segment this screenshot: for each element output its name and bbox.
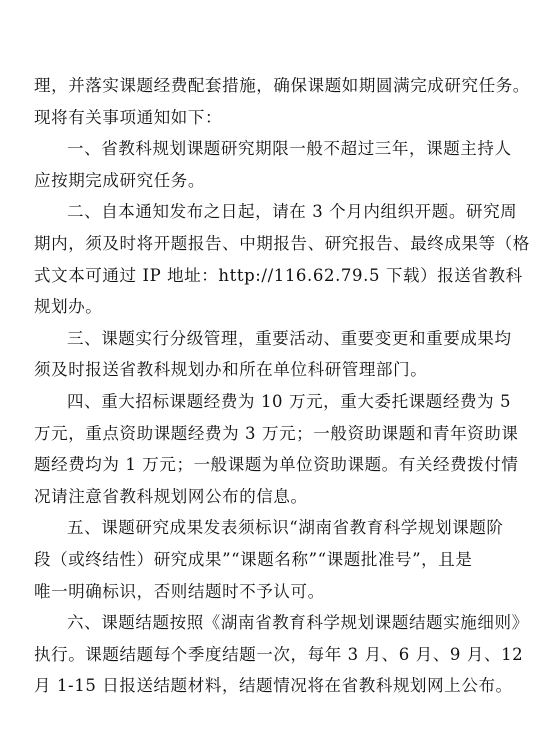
paragraph-item-2	[34, 196, 530, 322]
text-line: 四、重大招标课题经费为 10 万元，重大委托课题经费为 5	[67, 391, 512, 411]
text-line: 须及时报送省教科规划办和所在单位科研管理部门。	[34, 360, 428, 380]
paragraph-item-5	[34, 512, 510, 607]
text-line: 段（或终结性）研究成果”“课题名称”“课题批准号”，且是	[34, 549, 473, 569]
text-line: 题经费均为 1 万元；一般课题为单位资助课题。有关经费拨付情	[34, 455, 519, 475]
text-line: 万元，重点资助课题经费为 3 万元；一般资助课题和青年资助课	[34, 423, 519, 443]
text-line: 六、课题结题按照《湖南省教育科学规划课题结题实施细则》	[67, 613, 529, 633]
paragraph-intro	[34, 70, 530, 133]
paragraph-item-1	[34, 133, 510, 196]
text-line: 三、课题实行分级管理，重要活动、重要变更和重要成果均	[67, 328, 512, 348]
text-line: 执行。课题结题每个季度结题一次，每年 3 月、6 月、9 月、12	[34, 644, 524, 664]
text-line: 一、省教科规划课题研究期限一般不超过三年，课题主持人	[67, 139, 512, 159]
paragraph-item-4	[34, 386, 519, 512]
text-line: 现将有关事项通知如下：	[34, 107, 223, 127]
paragraph-item-6	[34, 607, 529, 702]
text-line: 规划办。	[34, 297, 103, 317]
text-line: 况请注意省教科规划网公布的信息。	[34, 486, 308, 506]
text-line: 期内，须及时将开题报告、中期报告、研究报告、最终成果等（格	[34, 233, 530, 253]
text-line: 理，并落实课题经费配套措施，确保课题如期圆满完成研究任务。	[34, 76, 530, 95]
text-line: 五、课题研究成果发表须标识“湖南省教育科学规划课题阶	[67, 518, 504, 538]
text-line: 应按期完成研究任务。	[34, 170, 205, 190]
text-line: 二、自本通知发布之日起，请在 3 个月内组织开题。研究周	[67, 202, 518, 222]
paragraph-item-3	[34, 323, 510, 386]
text-line: 唯一明确标识，否则结题时不予认可。	[34, 581, 325, 601]
text-line: 式文本可通过 IP 地址：http://116.62.79.5 下载）报送省教科	[34, 265, 523, 285]
text-line: 月 1-15 日报送结题材料，结题情况将在省教科规划网上公布。	[34, 676, 513, 696]
